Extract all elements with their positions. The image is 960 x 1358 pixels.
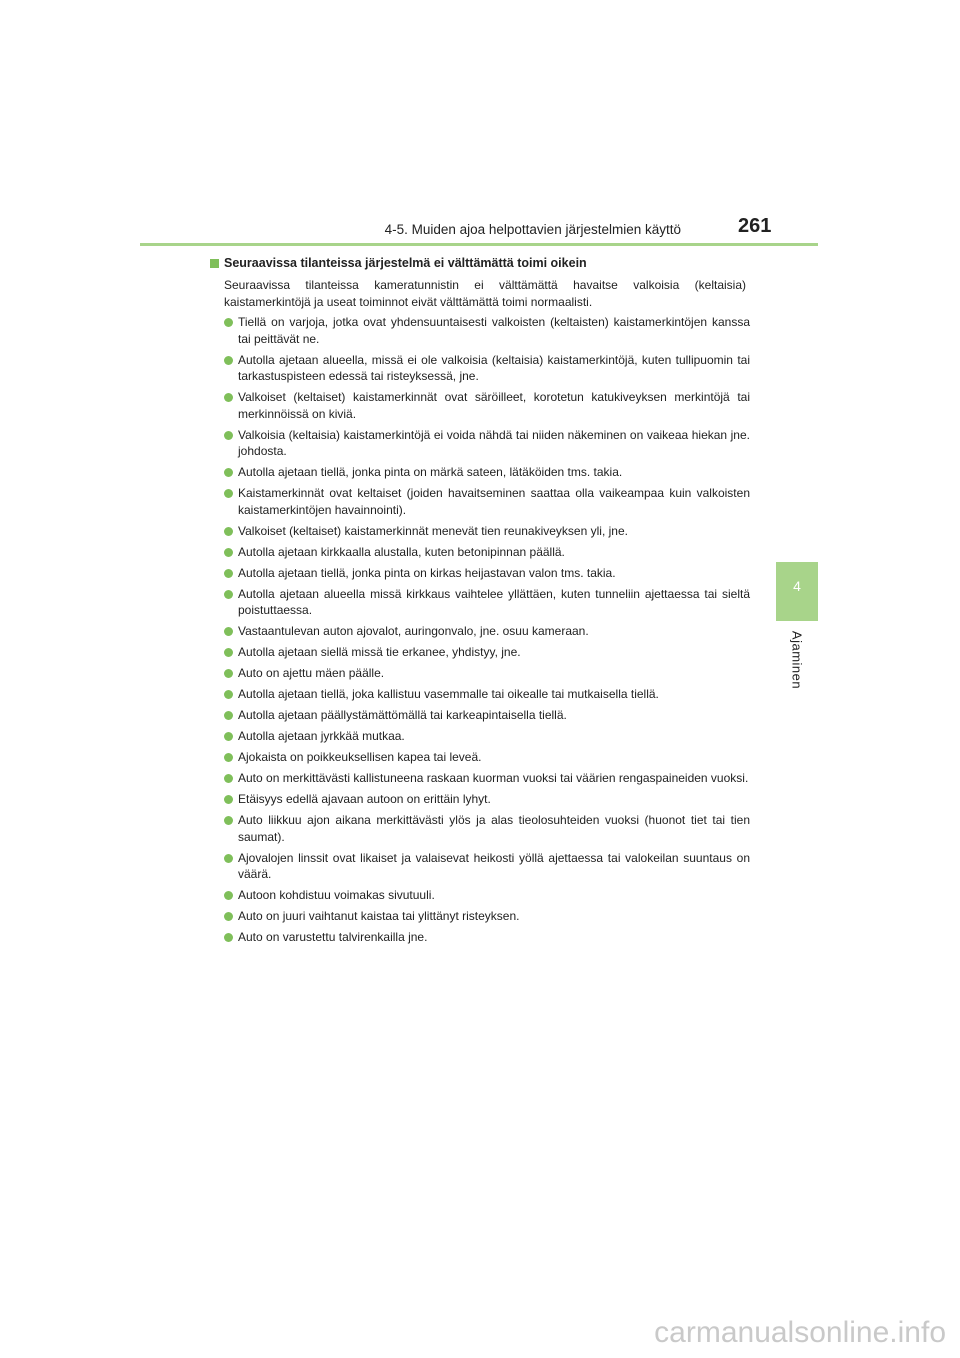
list-item-text: Ajovalojen linssit ovat likaiset ja valaisevat heikosti yöllä ajettaessa tai valokeilan suuntaus on väärä. xyxy=(238,850,750,881)
round-bullet-icon xyxy=(224,527,233,536)
round-bullet-icon xyxy=(224,669,233,678)
list-item-text: Etäisyys edellä ajavaan autoon on erittäin lyhyt. xyxy=(238,792,491,806)
list-item xyxy=(224,887,750,904)
list-item xyxy=(224,665,750,682)
list-item xyxy=(224,565,750,582)
round-bullet-icon xyxy=(224,569,233,578)
list-item xyxy=(224,623,750,640)
round-bullet-icon xyxy=(224,711,233,720)
round-bullet-icon xyxy=(224,912,233,921)
list-item xyxy=(224,908,750,925)
square-bullet-icon xyxy=(210,259,219,268)
list-item xyxy=(224,749,750,766)
list-item-text: Ajokaista on poikkeuksellisen kapea tai leveä. xyxy=(238,750,482,764)
round-bullet-icon xyxy=(224,753,233,762)
list-item-text: Autoon kohdistuu voimakas sivutuuli. xyxy=(238,888,435,902)
chapter-label: Ajaminen xyxy=(789,630,805,690)
round-bullet-icon xyxy=(224,627,233,636)
list-item xyxy=(224,686,750,703)
list-item xyxy=(224,728,750,745)
header-rule xyxy=(140,243,818,246)
list-item xyxy=(224,352,750,385)
round-bullet-icon xyxy=(224,548,233,557)
list-item-text: Autolla ajetaan alueella missä kirkkaus vaihtelee yllättäen, kuten tunneliin ajettaessa tai sieltä poistuttaessa. xyxy=(238,586,750,617)
list-item xyxy=(224,314,750,347)
list-item-text: Autolla ajetaan tiellä, jonka pinta on kirkas heijastavan valon tms. takia. xyxy=(238,565,616,580)
list-item xyxy=(224,464,750,481)
list-item-text: Valkoisia (keltaisia) kaistamerkintöjä ei voida nähdä tai niiden näkeminen on vaikeaa hiekan jne. johdosta. xyxy=(238,427,750,458)
round-bullet-icon xyxy=(224,431,233,440)
round-bullet-icon xyxy=(224,393,233,402)
list-item-text: Auto on juuri vaihtanut kaistaa tai ylittänyt risteyksen. xyxy=(238,909,520,923)
list-item xyxy=(224,544,750,561)
condition-list xyxy=(224,314,750,950)
round-bullet-icon xyxy=(224,489,233,498)
chapter-number: 4 xyxy=(793,578,801,594)
section-heading xyxy=(210,256,587,270)
list-item-text: Valkoiset (keltaiset) kaistamerkinnät ovat säröilleet, korotetun katukiveyksen merkintöjä tai merkinnöissä on kiviä. xyxy=(238,390,750,421)
watermark: carmanualsonline.info xyxy=(654,1316,946,1349)
round-bullet-icon xyxy=(224,816,233,825)
list-item-text: Tiellä on varjoja, jotka ovat yhdensuuntaisesti valkoisten (keltaisten) kaistamerkintöjen kanssa tai peittävät ne. xyxy=(238,315,750,346)
round-bullet-icon xyxy=(224,690,233,699)
list-item xyxy=(224,850,750,883)
round-bullet-icon xyxy=(224,318,233,327)
list-item-text: Kaistamerkinnät ovat keltaiset (joiden havaitseminen saattaa olla vaikeampaa kuin valkoisten kaistamerkintöjen havainnointi). xyxy=(238,486,750,517)
list-item-text: Auto on merkittävästi kallistuneena raskaan kuorman vuoksi tai väärien rengaspaineiden vuoksi. xyxy=(238,771,749,785)
list-item-text: Autolla ajetaan päällystämättömällä tai karkeapintaisella tiellä. xyxy=(238,708,567,722)
list-item-text: Valkoiset (keltaiset) kaistamerkinnät menevät tien reunakiveyksen yli, jne. xyxy=(238,523,628,538)
round-bullet-icon xyxy=(224,356,233,365)
round-bullet-icon xyxy=(224,648,233,657)
list-item xyxy=(224,523,750,540)
section-heading-text: Seuraavissa tilanteissa järjestelmä ei välttämättä toimi oikein xyxy=(224,256,587,270)
page-number: 261 xyxy=(738,215,772,237)
header-title: 4-5. Muiden ajoa helpottavien järjestelmien käyttö xyxy=(384,222,681,237)
round-bullet-icon xyxy=(224,590,233,599)
round-bullet-icon xyxy=(224,891,233,900)
list-item xyxy=(224,770,750,787)
round-bullet-icon xyxy=(224,468,233,477)
list-item xyxy=(224,485,750,518)
list-item xyxy=(224,791,750,808)
list-item xyxy=(224,644,750,661)
list-item xyxy=(224,812,750,845)
list-item-text: Auto on ajettu mäen päälle. xyxy=(238,666,385,680)
list-item-text: Vastaantulevan auton ajovalot, auringonvalo, jne. osuu kameraan. xyxy=(238,624,589,638)
chapter-tab xyxy=(776,562,818,621)
list-item xyxy=(224,389,750,422)
round-bullet-icon xyxy=(224,774,233,783)
list-item-text: Autolla ajetaan kirkkaalla alustalla, kuten betonipinnan päällä. xyxy=(238,544,565,559)
list-item-text: Autolla ajetaan alueella, missä ei ole valkoisia (keltaisia) kaistamerkintöjä, kuten tullipuomin tai tarkastuspisteen edessä tai risteyksessä, jne. xyxy=(238,352,750,383)
list-item xyxy=(224,707,750,724)
round-bullet-icon xyxy=(224,732,233,741)
list-item xyxy=(224,929,750,946)
list-item-text: Autolla ajetaan siellä missä tie erkanee, yhdistyy, jne. xyxy=(238,645,521,659)
list-item-text: Autolla ajetaan jyrkkää mutkaa. xyxy=(238,729,405,743)
list-item-text: Auto liikkuu ajon aikana merkittävästi ylös ja alas tieolosuhteiden vuoksi (huonot tiet tai tien saumat). xyxy=(238,813,750,844)
list-item-text: Auto on varustettu talvirenkailla jne. xyxy=(238,930,428,944)
list-item-text: Autolla ajetaan tiellä, joka kallistuu vasemmalle tai oikealle tai mutkaisella tiellä. xyxy=(238,687,659,701)
list-item xyxy=(224,586,750,619)
list-item-text: Autolla ajetaan tiellä, jonka pinta on märkä sateen, lätäköiden tms. takia. xyxy=(238,465,623,479)
round-bullet-icon xyxy=(224,854,233,863)
round-bullet-icon xyxy=(224,933,233,942)
section-intro: Seuraavissa tilanteissa kameratunnistin ei välttämättä havaitse valkoisia (keltaisia) kaistamerkintöjä ja useat toiminnot eivät välttämättä toimi normaalisti. xyxy=(224,278,746,309)
round-bullet-icon xyxy=(224,795,233,804)
list-item xyxy=(224,427,750,460)
